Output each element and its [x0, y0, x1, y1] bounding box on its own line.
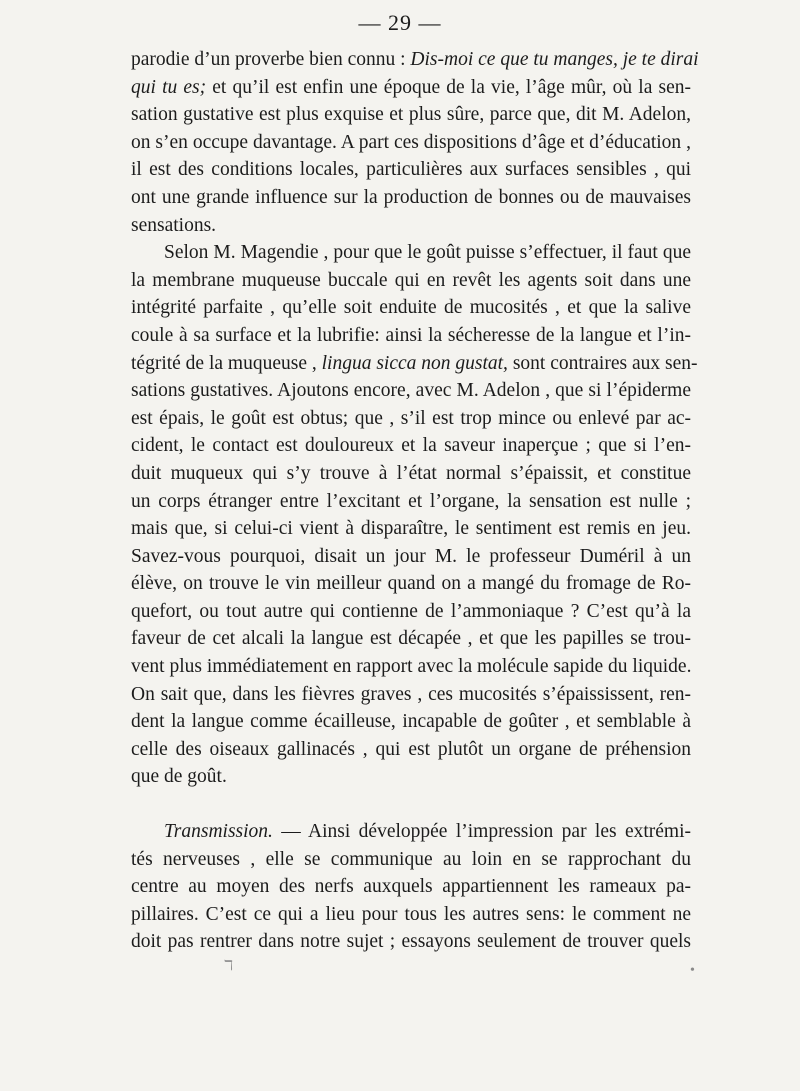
text-run: mais que, si celui-ci vient à disparaître, le sentiment est remis en jeu. [131, 518, 691, 540]
text-run: Savez-vous pourquoi, disait un jour M. le professeur Duméril à un [131, 545, 691, 567]
text-line [131, 763, 691, 791]
text-run: tégrité de la muqueuse , [131, 352, 322, 374]
text-line [131, 267, 691, 295]
text-line [131, 598, 691, 626]
text-line [131, 543, 691, 571]
text-line [131, 570, 691, 598]
stray-dot: • [690, 963, 695, 978]
italic-run: qui tu es; [131, 76, 207, 98]
text-line [131, 46, 699, 74]
text-run: on s’en occupe davantage. A part ces dispositions d’âge et d’éducation , [131, 131, 691, 153]
text-line [131, 460, 691, 488]
text-line [131, 736, 691, 764]
paragraph [131, 46, 699, 239]
italic-run: Transmission. [164, 821, 273, 843]
text-run: cident, le contact est douloureux et la saveur inaperçue ; que si l’en- [131, 435, 691, 457]
text-line [131, 322, 691, 350]
text-line [131, 928, 691, 956]
italic-run: Dis-moi ce que tu manges, je te dirai [410, 49, 699, 70]
text-line [131, 846, 691, 874]
text-line [131, 377, 691, 405]
text-line [131, 625, 691, 653]
text-run: que de goût. [131, 766, 227, 788]
text-run: celle des oiseaux gallinacés , qui est plutôt un organe de préhension [131, 738, 691, 760]
text-line [131, 873, 691, 901]
text-line [131, 901, 691, 929]
text-run: On sait que, dans les fièvres graves , ces mucosités s’épaississent, ren- [131, 683, 691, 705]
text-run: tés nerveuses , elle se communique au loin en se rapprochant du [131, 848, 691, 870]
text-line [131, 653, 691, 681]
text-run: Selon M. Magendie , pour que le goût puisse s’effectuer, il faut que [164, 242, 691, 264]
text-line [131, 681, 691, 709]
text-line [131, 432, 691, 460]
text-line [131, 184, 691, 212]
stray-mark: ℸ [224, 959, 234, 974]
page-number: — 29 — [358, 10, 442, 35]
text-run: sation gustative est plus exquise et plus sûre, parce que, dit M. Adelon, [131, 104, 691, 126]
text-run: dent la langue comme écailleuse, incapable de goûter , et semblable à [131, 711, 691, 733]
text-run: centre au moyen des nerfs auxquels appartiennent les rameaux pa- [131, 876, 691, 898]
text-line [131, 350, 698, 378]
text-line [131, 101, 691, 129]
text-run: sations gustatives. Ajoutons encore, avec M. Adelon , que si l’épiderme [131, 380, 691, 402]
text-run: faveur de cet alcali la langue est décapée , et que les papilles se trou- [131, 628, 691, 650]
text-run: et qu’il est enfin une époque de la vie, l’âge mûr, où la sen- [206, 76, 691, 98]
text-line [131, 515, 691, 543]
text-run: — Ainsi développée l’impression par les extrémi- [272, 821, 691, 843]
text-run: quefort, ou tout autre qui contienne de l’ammoniaque ? C’est qu’à la [131, 600, 691, 622]
text-run: il est des conditions locales, particulières aux surfaces sensibles , qui [131, 159, 691, 181]
text-line [131, 156, 691, 184]
text-line [131, 405, 691, 433]
text-run: un corps étranger entre l’excitant et l’organe, la sensation est nulle ; [131, 490, 691, 512]
section-paragraph [131, 818, 691, 956]
text-run: pillaires. C’est ce qui a lieu pour tous les autres sens: le comment ne [131, 903, 691, 925]
body-text [131, 46, 699, 956]
text-line [131, 239, 691, 267]
text-run: parodie d’un proverbe bien connu : [131, 49, 411, 70]
text-run: coule à sa surface et la lubrifie: ainsi la sécheresse de la langue et l’in- [131, 324, 691, 346]
text-run: élève, on trouve le vin meilleur quand on a mangé du fromage de Ro- [131, 573, 691, 595]
text-line [131, 488, 691, 516]
text-line [131, 708, 691, 736]
text-run: la membrane muqueuse buccale qui en revêt les agents soit dans une [131, 269, 691, 291]
text-run: doit pas rentrer dans notre sujet ; essayons seulement de trouver quels [131, 931, 691, 953]
text-run: sensations. [131, 214, 217, 236]
paragraph [131, 239, 698, 791]
text-line [131, 74, 691, 102]
text-run: ont une grande influence sur la production de bonnes ou de mauvaises [131, 186, 691, 208]
text-line [131, 212, 691, 240]
text-line [131, 818, 691, 846]
text-run: duit muqueux qui s’y trouve à l’état normal s’épaissit, et constitue [131, 462, 691, 484]
italic-run: lingua sicca non gustat, [321, 352, 508, 374]
text-line [131, 129, 691, 157]
text-line [131, 294, 691, 322]
text-run: sont contraires aux sen- [507, 352, 698, 374]
text-run: intégrité parfaite , qu’elle soit enduite de mucosités , et que la salive [131, 297, 691, 319]
text-run: est épais, le goût est obtus; que , s’il est trop mince ou enlevé par ac- [131, 407, 691, 429]
text-run: vent plus immédiatement en rapport avec la molécule sapide du liquide. [131, 656, 692, 678]
